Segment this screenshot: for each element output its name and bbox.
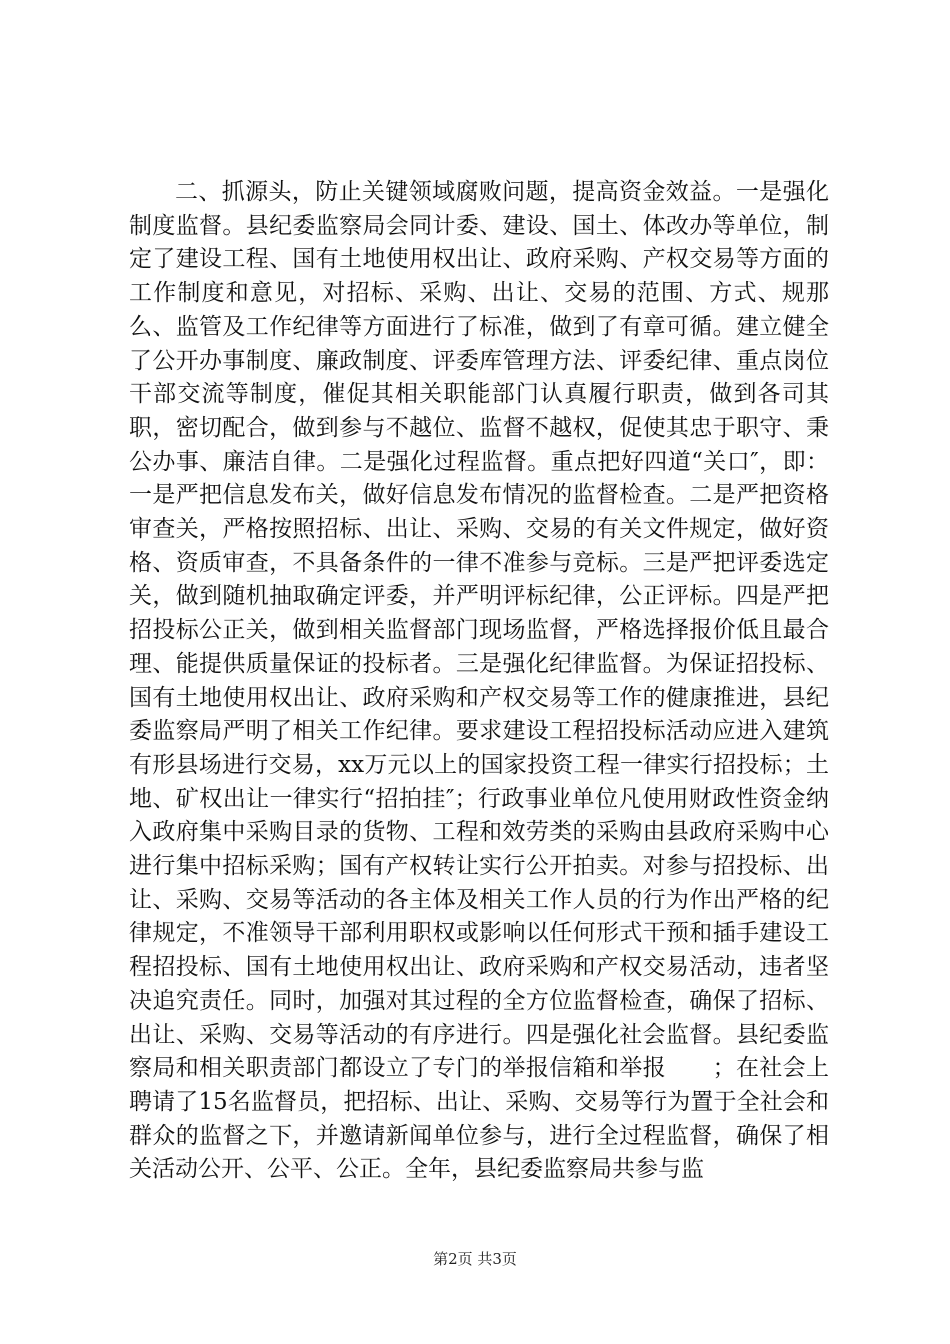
page-number-footer: 第2页 共3页 (433, 1250, 517, 1268)
body-paragraph: 二、抓源头，防止关键领域腐败问题，提高资金效益。一是强化制度监督。县纪委监察局会同计委、建设、国土、体改办等单位，制定了建设工程、国有土地使用权出让、政府采购、产权交易等方面的工作制度和意见，对招标、采购、出让、交易的范围、方式、规那么、监管及工作纪律等方面进行了标准，做到了有章可循。建立健全了公开办事制度、廉政制度、评委库管理方法、评委纪律、重点岗位干部交流等制度，催促其相关职能部门认真履行职责，做到各司其职，密切配合，做到参与不越位、监督不越权，促使其忠于职守、秉公办事、廉洁自律。二是强化过程监督。重点把好四道“关口″，即：一是严把信息发布关，做好信息发布情况的监督检查。二是严把资格审查关，严格按照招标、出让、采购、交易的有关文件规定，做好资格、资质审查，不具备条件的一律不准参与竞标。三是严把评委选定关，做到随机抽取确定评委，并严明评标纪律，公正评标。四是严把招投标公正关，做到相关监督部门现场监督，严格选择报价低且最合理、能提供质量保证的投标者。三是强化纪律监督。为保证招投标、国有土地使用权出让、政府采购和产权交易等工作的健康推进，县纪委监察局严明了相关工作纪律。要求建设工程招投标活动应进入建筑有形县场进行交易，xx万元以上的国家投资工程一律实行招投标；土地、矿权出让一律实行“招拍挂″；行政事业单位凡使用财政性资金纳入政府集中采购目录的货物、工程和效劳类的采购由县政府采购中心进行集中招标采购；国有产权转让实行公开拍卖。对参与招投标、出让、采购、交易等活动的各主体及相关工作人员的行为作出严格的纪律规定，不准领导干部利用职权或影响以任何形式干预和插手建设工程招投标、国有土地使用权出让、政府采购和产权交易活动，违者坚决追究责任。同时，加强对其过程的全方位监督检查，确保了招标、出让、采购、交易等活动的有序进行。四是强化社会监督。县纪委监察局和相关职责部门都设立了专门的举报信箱和举报 ；在社会上聘请了15名监督员，把招标、出让、采购、交易等行为置于全社会和群众的监督之下，并邀请新闻单位参与，进行全过程监督，确保了相关活动公开、公平、公正。全年，县纪委监察局共参与监 (129, 179, 829, 1183)
